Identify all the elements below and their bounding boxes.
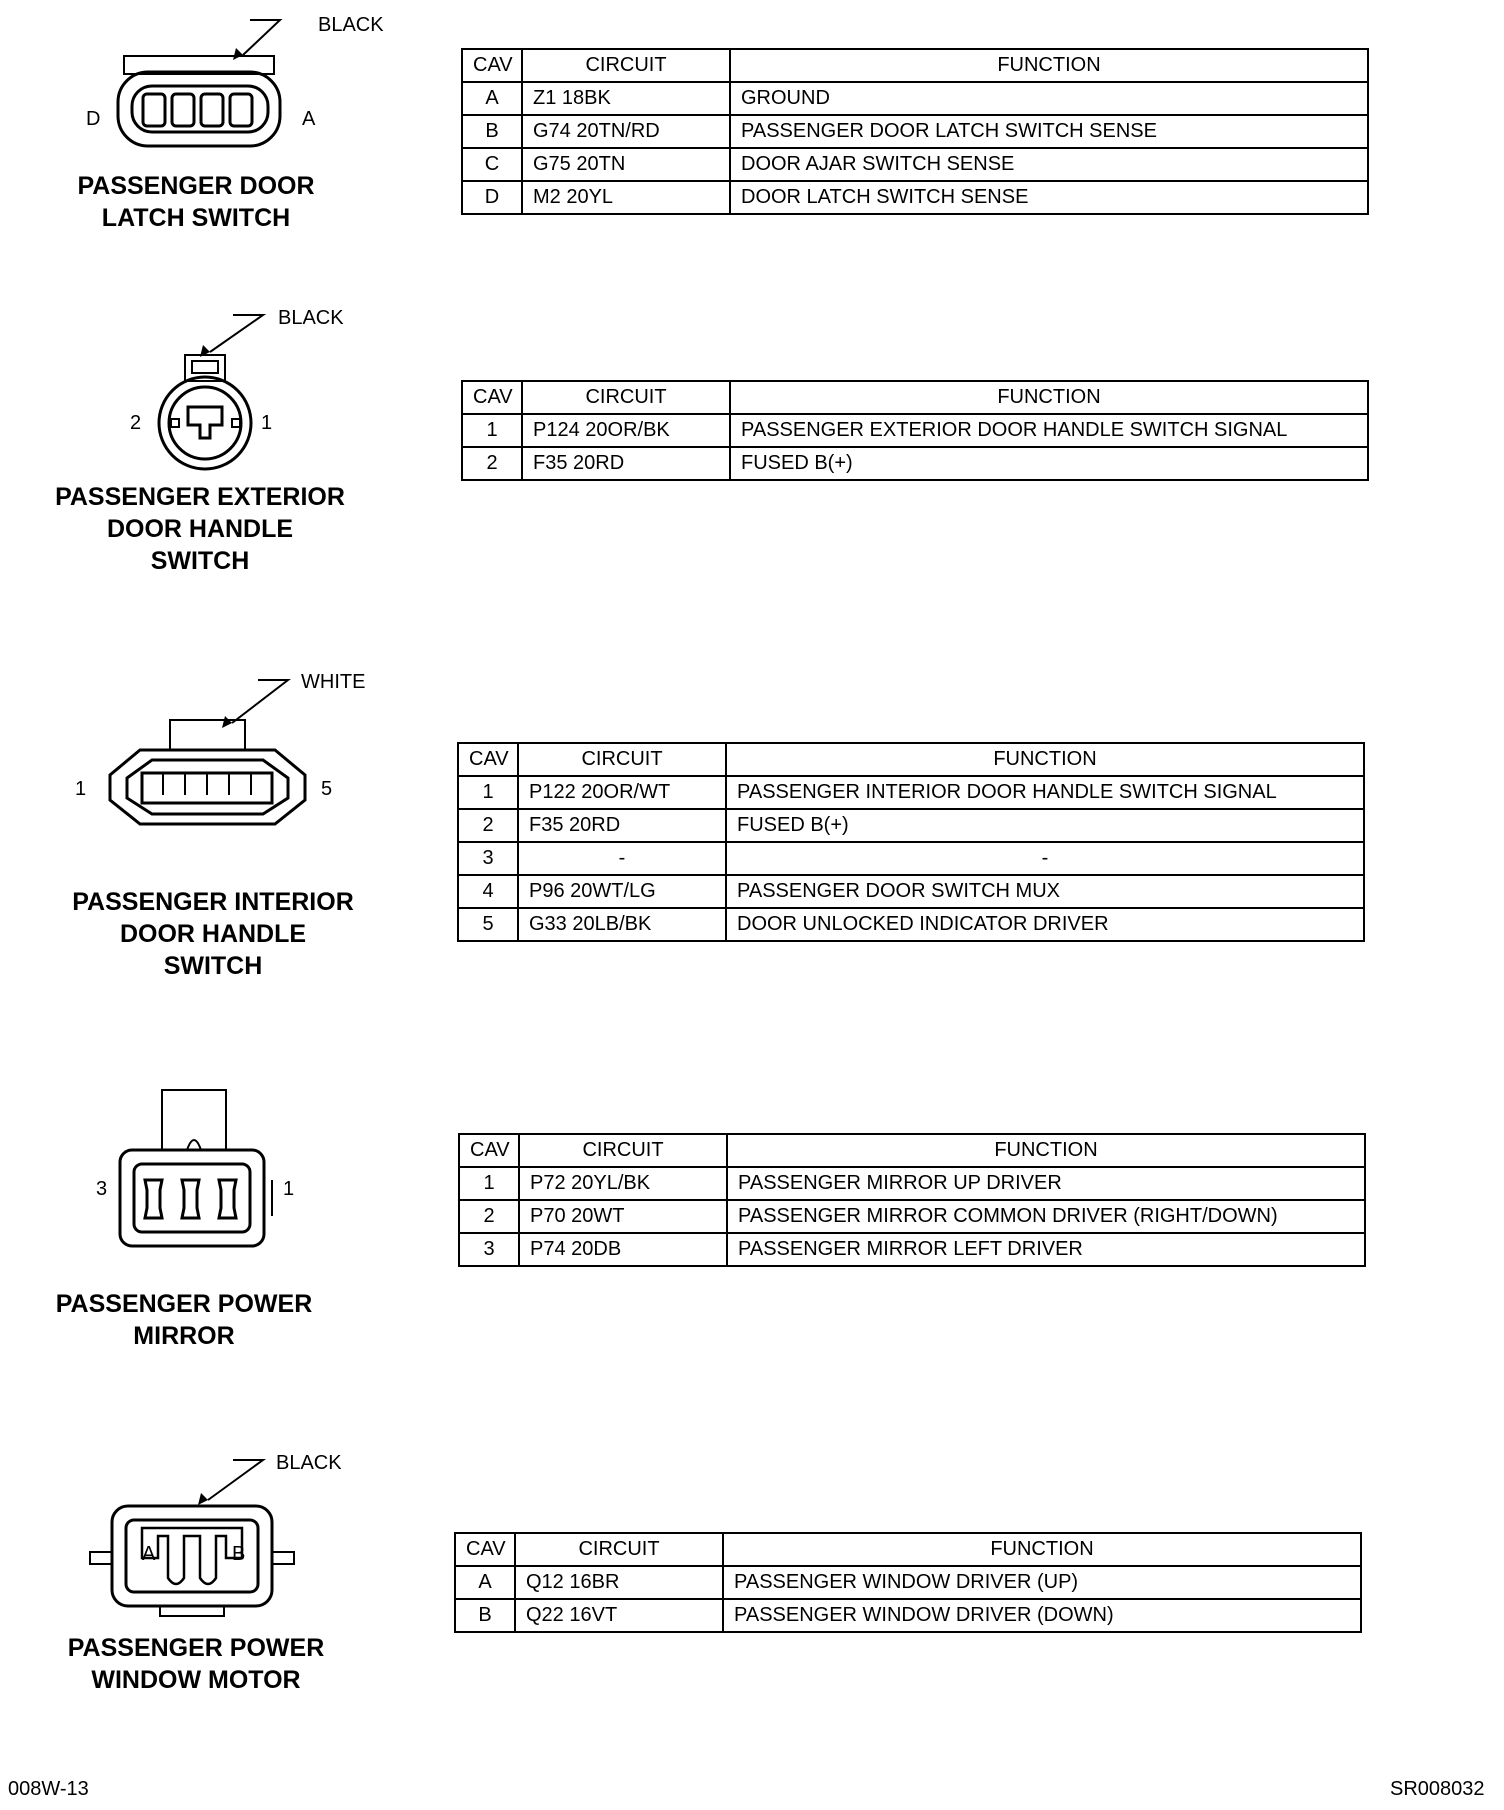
- figure-id-right: SR008032: [1390, 1778, 1485, 1800]
- cell-circuit: Q22 16VT: [515, 1599, 723, 1632]
- header-circuit: CIRCUIT: [519, 1134, 727, 1167]
- pin-label-right: 1: [283, 1178, 295, 1200]
- pin-label-right: A: [302, 108, 316, 130]
- connector-section-1: [0, 0, 1504, 260]
- connector-title: [53, 886, 373, 982]
- title-line: WINDOW MOTOR: [91, 1666, 301, 1694]
- connector-section-3: [0, 660, 1504, 1010]
- table-row: [462, 414, 1368, 447]
- cell-circuit: P70 20WT: [519, 1200, 727, 1233]
- title-line: SWITCH: [163, 952, 263, 980]
- connector-section-4: [0, 1080, 1504, 1370]
- cell-function: PASSENGER WINDOW DRIVER (UP): [723, 1566, 1361, 1599]
- cell-circuit: G74 20TN/RD: [522, 115, 730, 148]
- table-row: [455, 1599, 1361, 1632]
- cell-cav: C: [462, 148, 522, 181]
- cell-circuit: F35 20RD: [522, 447, 730, 480]
- cell-circuit: P72 20YL/BK: [519, 1167, 727, 1200]
- table-row: [458, 875, 1364, 908]
- header-cav: CAV: [455, 1533, 515, 1566]
- table-header-row: [459, 1134, 1365, 1167]
- power-mirror-connector-icon: [0, 1080, 400, 1280]
- cell-function: PASSENGER MIRROR UP DRIVER: [727, 1167, 1365, 1200]
- cell-function: PASSENGER WINDOW DRIVER (DOWN): [723, 1599, 1361, 1632]
- table-header-row: [455, 1533, 1361, 1566]
- title-line: DOOR HANDLE: [119, 920, 307, 948]
- cell-circuit: Q12 16BR: [515, 1566, 723, 1599]
- table-row: [458, 842, 1364, 875]
- connector-color-label: WHITE: [301, 671, 366, 693]
- cell-circuit: P124 20OR/BK: [522, 414, 730, 447]
- pin-label-left: D: [86, 108, 101, 130]
- cell-circuit: -: [518, 842, 726, 875]
- cell-circuit: P122 20OR/WT: [518, 776, 726, 809]
- pin-table: [458, 1133, 1366, 1267]
- header-function: FUNCTION: [730, 381, 1368, 414]
- cell-cav: B: [462, 115, 522, 148]
- header-cav: CAV: [458, 743, 518, 776]
- connector-section-5: [0, 1440, 1504, 1710]
- pin-label-b: B: [232, 1543, 246, 1565]
- cell-circuit: P74 20DB: [519, 1233, 727, 1266]
- table-row: [459, 1200, 1365, 1233]
- pin-label-right: 5: [321, 778, 333, 800]
- connector-title: [40, 481, 360, 577]
- cell-cav: 3: [458, 842, 518, 875]
- cell-cav: 4: [458, 875, 518, 908]
- header-function: FUNCTION: [730, 49, 1368, 82]
- cell-circuit: P96 20WT/LG: [518, 875, 726, 908]
- table-row: [462, 181, 1368, 214]
- cell-circuit: G75 20TN: [522, 148, 730, 181]
- table-row: [462, 82, 1368, 115]
- table-header-row: [462, 49, 1368, 82]
- pin-label-left: 3: [96, 1178, 108, 1200]
- cell-cav: A: [455, 1566, 515, 1599]
- pin-table: [461, 380, 1369, 481]
- title-line: PASSENGER EXTERIOR: [55, 483, 345, 511]
- cell-circuit: F35 20RD: [518, 809, 726, 842]
- title-line: PASSENGER POWER: [55, 1290, 313, 1318]
- table-header-row: [458, 743, 1364, 776]
- pin-label-left: 1: [75, 778, 87, 800]
- header-function: FUNCTION: [726, 743, 1364, 776]
- cell-function: FUSED B(+): [726, 809, 1364, 842]
- pin-table: [457, 742, 1365, 942]
- cell-cav: D: [462, 181, 522, 214]
- header-function: FUNCTION: [723, 1533, 1361, 1566]
- cell-cav: 2: [458, 809, 518, 842]
- connector-title: [36, 170, 356, 234]
- header-cav: CAV: [462, 49, 522, 82]
- cell-function: PASSENGER DOOR SWITCH MUX: [726, 875, 1364, 908]
- cell-function: DOOR AJAR SWITCH SENSE: [730, 148, 1368, 181]
- connector-section-2: [0, 295, 1504, 605]
- cell-function: DOOR LATCH SWITCH SENSE: [730, 181, 1368, 214]
- cell-circuit: G33 20LB/BK: [518, 908, 726, 941]
- title-line: SWITCH: [150, 547, 250, 575]
- cell-function: -: [726, 842, 1364, 875]
- connector-title: [24, 1288, 344, 1352]
- cell-function: PASSENGER EXTERIOR DOOR HANDLE SWITCH SIGNAL: [730, 414, 1368, 447]
- title-line: DOOR HANDLE: [106, 515, 294, 543]
- connector-color-label: BLACK: [278, 307, 344, 329]
- table-row: [458, 908, 1364, 941]
- cell-function: GROUND: [730, 82, 1368, 115]
- cell-cav: 1: [459, 1167, 519, 1200]
- table-row: [458, 809, 1364, 842]
- header-circuit: CIRCUIT: [522, 381, 730, 414]
- table-row: [459, 1233, 1365, 1266]
- title-line: PASSENGER INTERIOR: [72, 888, 354, 916]
- title-line: MIRROR: [133, 1322, 235, 1350]
- cell-circuit: Z1 18BK: [522, 82, 730, 115]
- connector-color-label: BLACK: [318, 14, 384, 36]
- table-row: [462, 447, 1368, 480]
- cell-function: PASSENGER INTERIOR DOOR HANDLE SWITCH SIGNAL: [726, 776, 1364, 809]
- cell-cav: B: [455, 1599, 515, 1632]
- cell-cav: 1: [458, 776, 518, 809]
- cell-cav: 5: [458, 908, 518, 941]
- cell-cav: A: [462, 82, 522, 115]
- title-line: PASSENGER POWER: [67, 1634, 325, 1662]
- table-row: [459, 1167, 1365, 1200]
- connector-title: [36, 1632, 356, 1696]
- cell-circuit: M2 20YL: [522, 181, 730, 214]
- pin-label-left: 2: [130, 412, 142, 434]
- header-function: FUNCTION: [727, 1134, 1365, 1167]
- cell-function: DOOR UNLOCKED INDICATOR DRIVER: [726, 908, 1364, 941]
- header-cav: CAV: [459, 1134, 519, 1167]
- cell-cav: 2: [462, 447, 522, 480]
- header-cav: CAV: [462, 381, 522, 414]
- table-header-row: [462, 381, 1368, 414]
- cell-cav: 3: [459, 1233, 519, 1266]
- cell-cav: 1: [462, 414, 522, 447]
- pin-label-right: 1: [261, 412, 273, 434]
- cell-function: PASSENGER DOOR LATCH SWITCH SENSE: [730, 115, 1368, 148]
- pin-table: [461, 48, 1369, 215]
- title-line: LATCH SWITCH: [101, 204, 291, 232]
- pin-label-a: A: [142, 1543, 156, 1565]
- table-row: [455, 1566, 1361, 1599]
- table-row: [462, 148, 1368, 181]
- cell-function: PASSENGER MIRROR LEFT DRIVER: [727, 1233, 1365, 1266]
- cell-function: PASSENGER MIRROR COMMON DRIVER (RIGHT/DOWN): [727, 1200, 1365, 1233]
- figure-id-left: 008W-13: [8, 1778, 89, 1800]
- cell-cav: 2: [459, 1200, 519, 1233]
- header-circuit: CIRCUIT: [518, 743, 726, 776]
- title-line: PASSENGER DOOR: [77, 172, 315, 200]
- pin-table: [454, 1532, 1362, 1633]
- table-row: [458, 776, 1364, 809]
- table-row: [462, 115, 1368, 148]
- header-circuit: CIRCUIT: [515, 1533, 723, 1566]
- cell-function: FUSED B(+): [730, 447, 1368, 480]
- header-circuit: CIRCUIT: [522, 49, 730, 82]
- connector-color-label: BLACK: [276, 1452, 342, 1474]
